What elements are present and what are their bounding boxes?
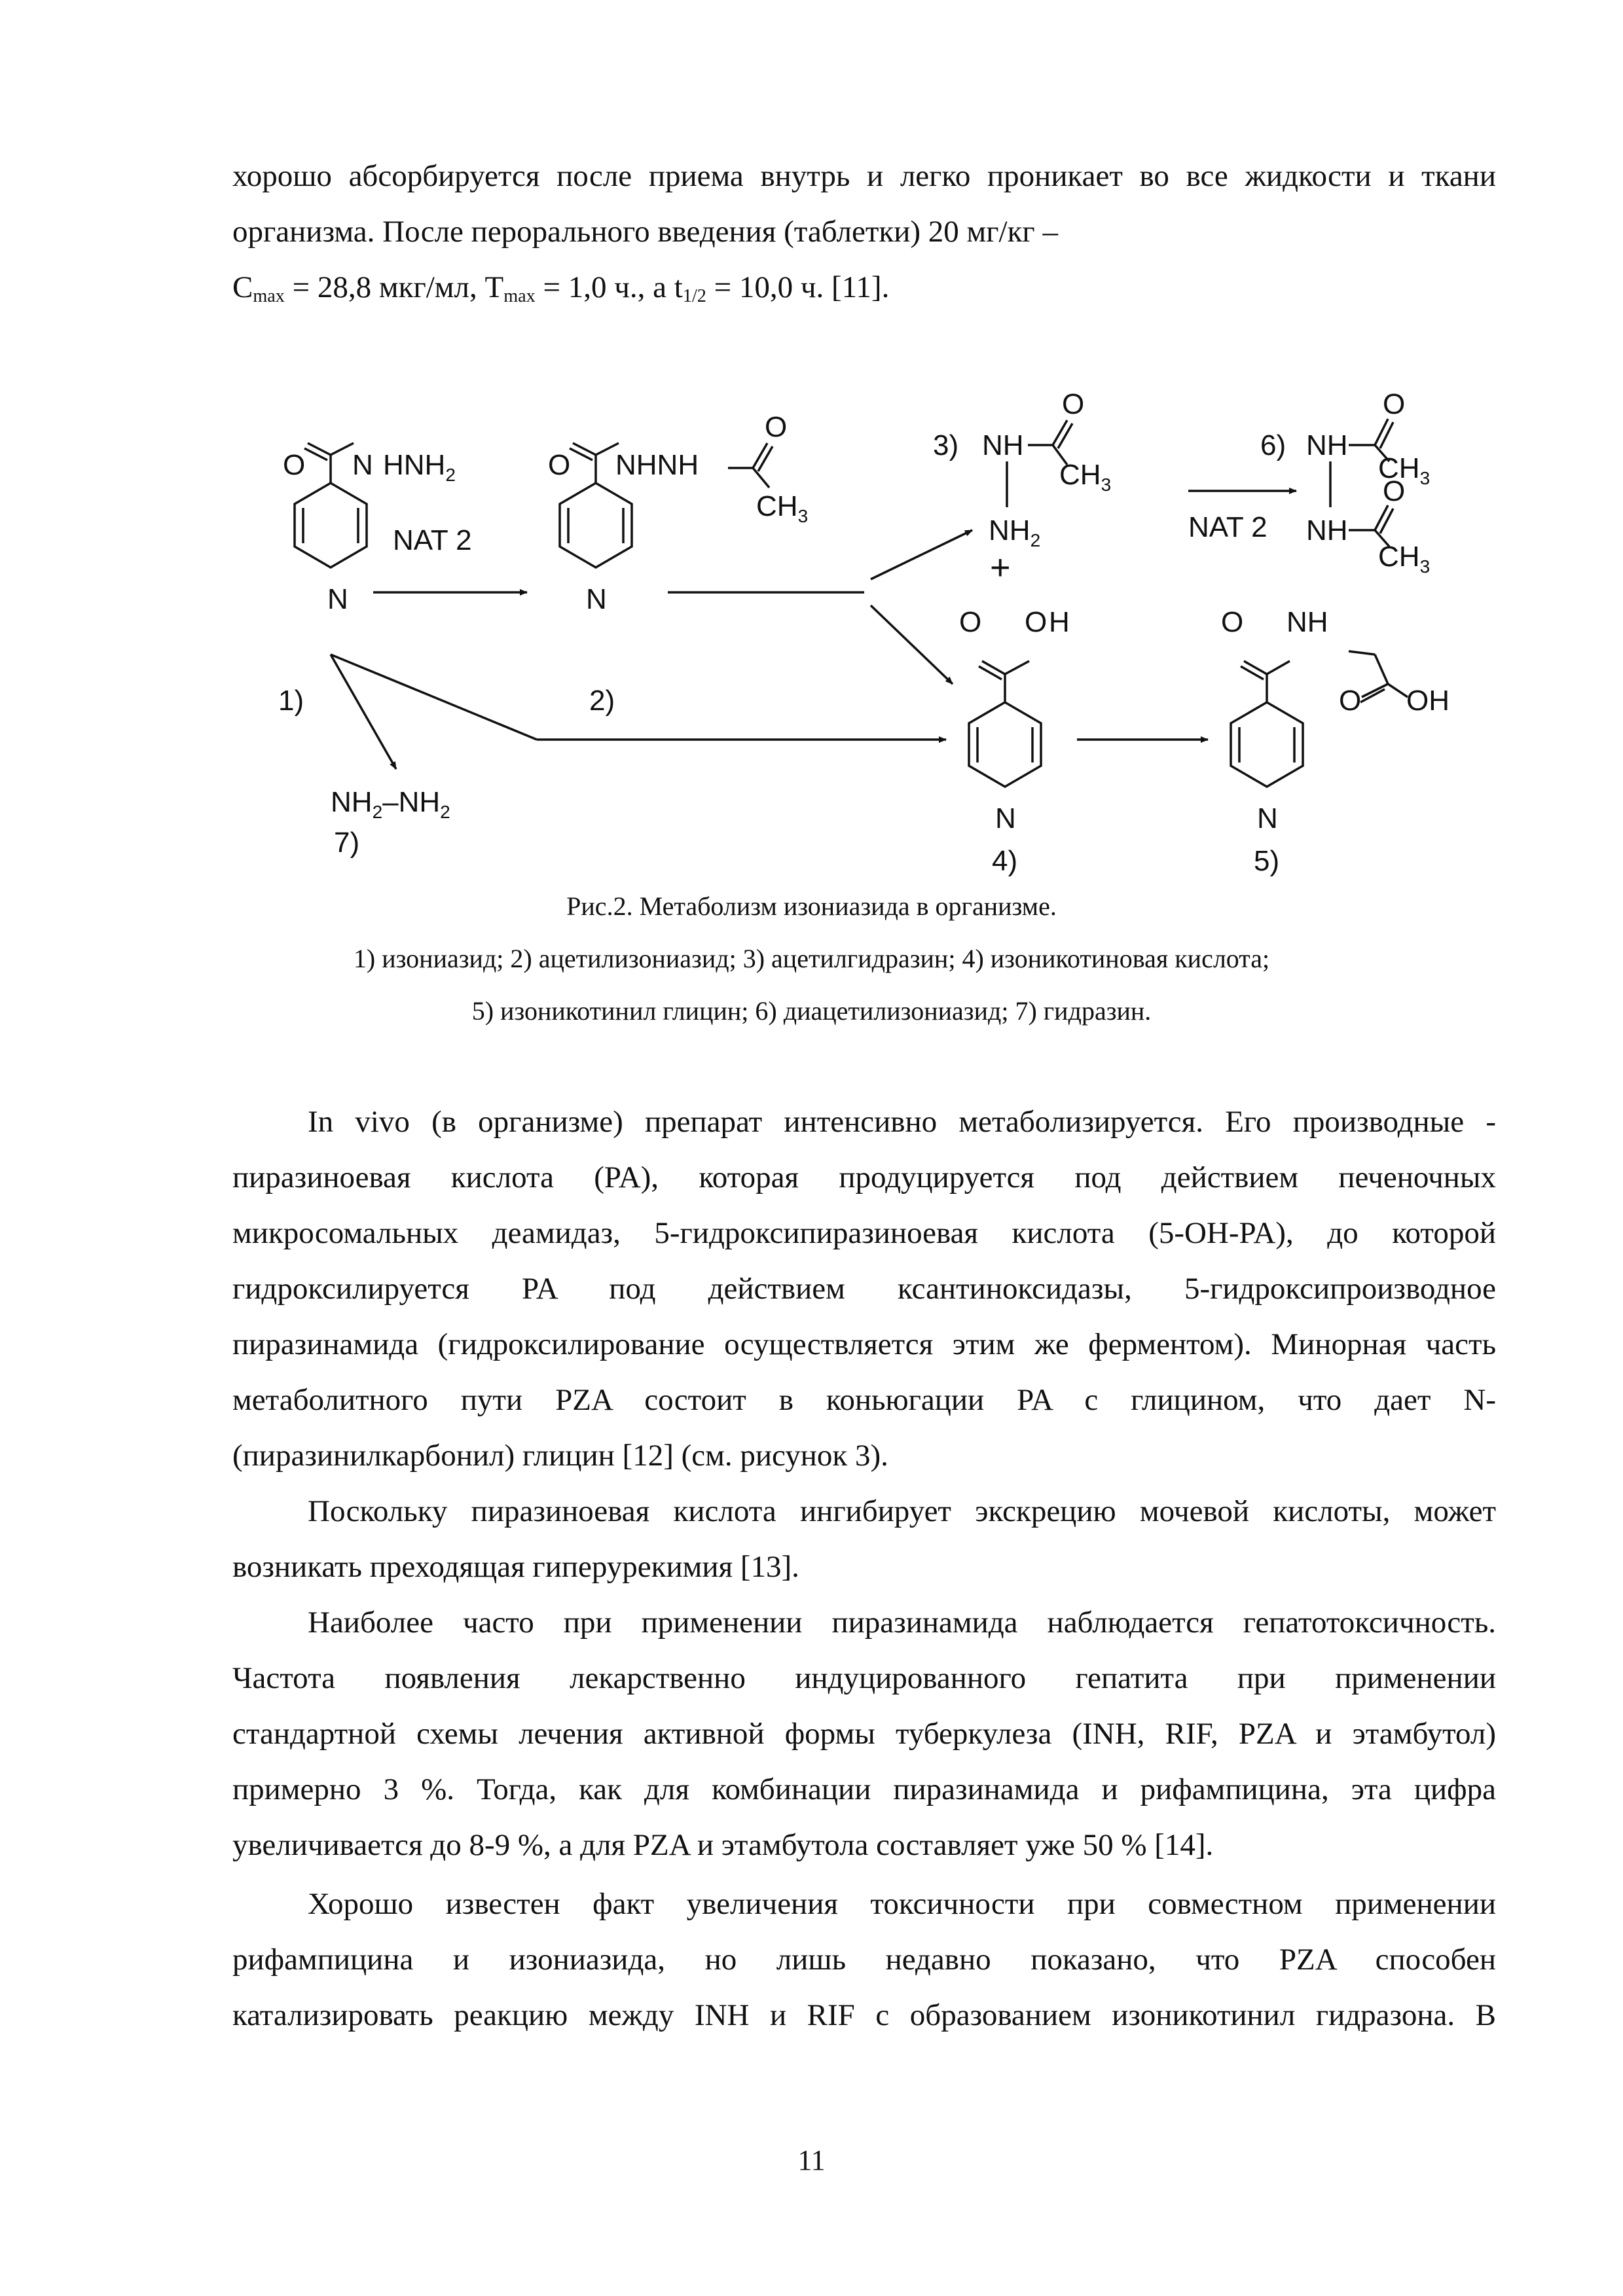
isoniazid-metabolism-scheme: [223, 353, 1532, 916]
label-6: 6): [1260, 429, 1286, 461]
body-line-1: In vivo (в организме) препарат интенсивно метаболизируется. Его производные -: [308, 1105, 1496, 1139]
svg-text:O: O: [548, 449, 571, 481]
svg-text:NH: NH: [1306, 429, 1348, 461]
page-number: 11: [797, 2144, 826, 2176]
body-line-9: возникать преходящая гиперурекимия [13].: [232, 1550, 799, 1584]
svg-text:CH3: $CH_3$: [756, 490, 809, 526]
pyridine-ring-4: [969, 702, 1041, 787]
svg-text:O: O: [959, 606, 982, 638]
pyridine-ring-5: [1231, 702, 1303, 787]
svg-text:OH: OH: [1406, 685, 1450, 717]
body-line-7: (пиразинилкарбонил) глицин [12] (см. рисунок 3).: [232, 1439, 888, 1473]
svg-text:N: N: [1257, 802, 1278, 834]
figure-caption-line-2: 5) изоникотинил глицин; 6) диацетилизониазид; 7) гидразин.: [471, 996, 1152, 1026]
figure-caption-line-1: 1) изониазид; 2) ацетилизониазид; 3) ацетилгидразин; 4) изоникотиновая кислота;: [353, 944, 1270, 973]
body-line-8: Поскольку пиразиноевая кислота ингибирует экскрецию мочевой кислоты, может: [308, 1494, 1496, 1528]
body-line-13: примерно 3 %. Тогда, как для комбинации пиразинамида и рифампицина, эта цифра: [232, 1772, 1496, 1806]
pyridine-ring-1: [295, 483, 367, 567]
pk-parameters: $C_{max} = 28,8$ мкг/мл, $T_{max} = 1,0$ ч., а $t_{1/2} = 10,0$ ч. [11].: [232, 270, 890, 307]
pyridine-ring-2: [560, 483, 632, 567]
body-line-12: стандартной схемы лечения активной формы туберкулеза (INH, RIF, PZA и этамбутол): [232, 1717, 1496, 1751]
label-2: 2): [589, 685, 615, 717]
arrow-1-to-7: [331, 655, 396, 769]
body-line-14: увеличивается до 8-9 %, а для PZA и этамбутола составляет уже 50 % [14].: [232, 1828, 1214, 1862]
svg-text:NH: NH: [982, 429, 1024, 461]
svg-text:O: O: [1383, 388, 1406, 420]
enzyme-label-1: NAT 2: [393, 524, 472, 556]
svg-text:O: O: [765, 411, 788, 443]
svg-text:+: +: [990, 548, 1011, 587]
enzyme-label-2: NAT 2: [1188, 511, 1267, 543]
svg-text:O: O: [283, 449, 306, 481]
label-1: 1): [278, 685, 304, 717]
svg-text:HNH2: $HNH_2$: [383, 449, 456, 485]
svg-text:NH2: $NH_2$: [989, 514, 1041, 550]
body-line-15: Хорошо известен факт увеличения токсичности при совместном применении: [308, 1887, 1496, 1921]
label-5: 5): [1254, 845, 1280, 877]
label-4: 4): [992, 845, 1018, 877]
body-line-4: гидроксилируется PA под действием ксантиноксидазы, 5-гидроксипроизводное: [232, 1272, 1496, 1306]
svg-text:CH3: $CH_3$: [1059, 459, 1112, 495]
arrow-2-to-4: [871, 605, 953, 684]
svg-text:NH: NH: [1286, 606, 1328, 638]
svg-text:N: N: [995, 802, 1016, 834]
body-line-16: рифампицина и изониазида, но лишь недавно показано, что PZA способен: [232, 1943, 1496, 1977]
body-line-11: Частота появления лекарственно индуцированного гепатита при применении: [232, 1661, 1496, 1695]
body-line-5: пиразинамида (гидроксилирование осуществляется этим же ферментом). Минорная часть: [232, 1327, 1496, 1361]
svg-text:N: N: [352, 449, 373, 481]
svg-text:H: H: [1049, 606, 1070, 638]
svg-text:NH2–NH2: $NH_2-NH_2$: [331, 786, 450, 822]
svg-text:NHNH: NHNH: [615, 449, 699, 481]
arrow-2-to-3: [871, 530, 972, 579]
intro-line-1: хорошо абсорбируется после приема внутрь и легко проникает во все жидкости и ткани: [232, 159, 1496, 193]
intro-line-2: организма. После перорального введения (таблетки) 20 мг/кг –: [232, 215, 1058, 249]
svg-text:CH3: $CH_3$: [1378, 452, 1431, 488]
body-line-6: метаболитного пути PZA состоит в коньюгации PA с глицином, что дает N-: [232, 1383, 1496, 1417]
svg-text:O: O: [1339, 685, 1362, 717]
body-line-10: Наиболее часто при применении пиразинамида наблюдается гепатотоксичность.: [308, 1605, 1496, 1640]
svg-text:O: O: [1062, 388, 1085, 420]
body-line-17: катализировать реакцию между INH и RIF с образованием изоникотинил гидразона. В: [232, 1998, 1496, 2032]
svg-text:N: N: [586, 583, 607, 615]
svg-text:O: O: [1025, 606, 1048, 638]
svg-text:NH: NH: [1306, 514, 1348, 547]
body-line-2: пиразиноевая кислота (PA), которая продуцируется под действием печеночных: [232, 1160, 1496, 1194]
body-line-3: микросомальных деамидаз, 5-гидроксипиразиноевая кислота (5-OH-PA), до которой: [232, 1216, 1496, 1250]
svg-text:O: O: [1221, 606, 1244, 638]
svg-text:O: O: [1383, 475, 1406, 507]
svg-text:N: N: [327, 583, 348, 615]
svg-text:CH3: $CH_3$: [1378, 541, 1431, 577]
label-7: 7): [334, 827, 360, 859]
label-3: 3): [933, 429, 959, 461]
figure-title: Рис.2. Метаболизм изониазида в организме.: [566, 891, 1057, 921]
